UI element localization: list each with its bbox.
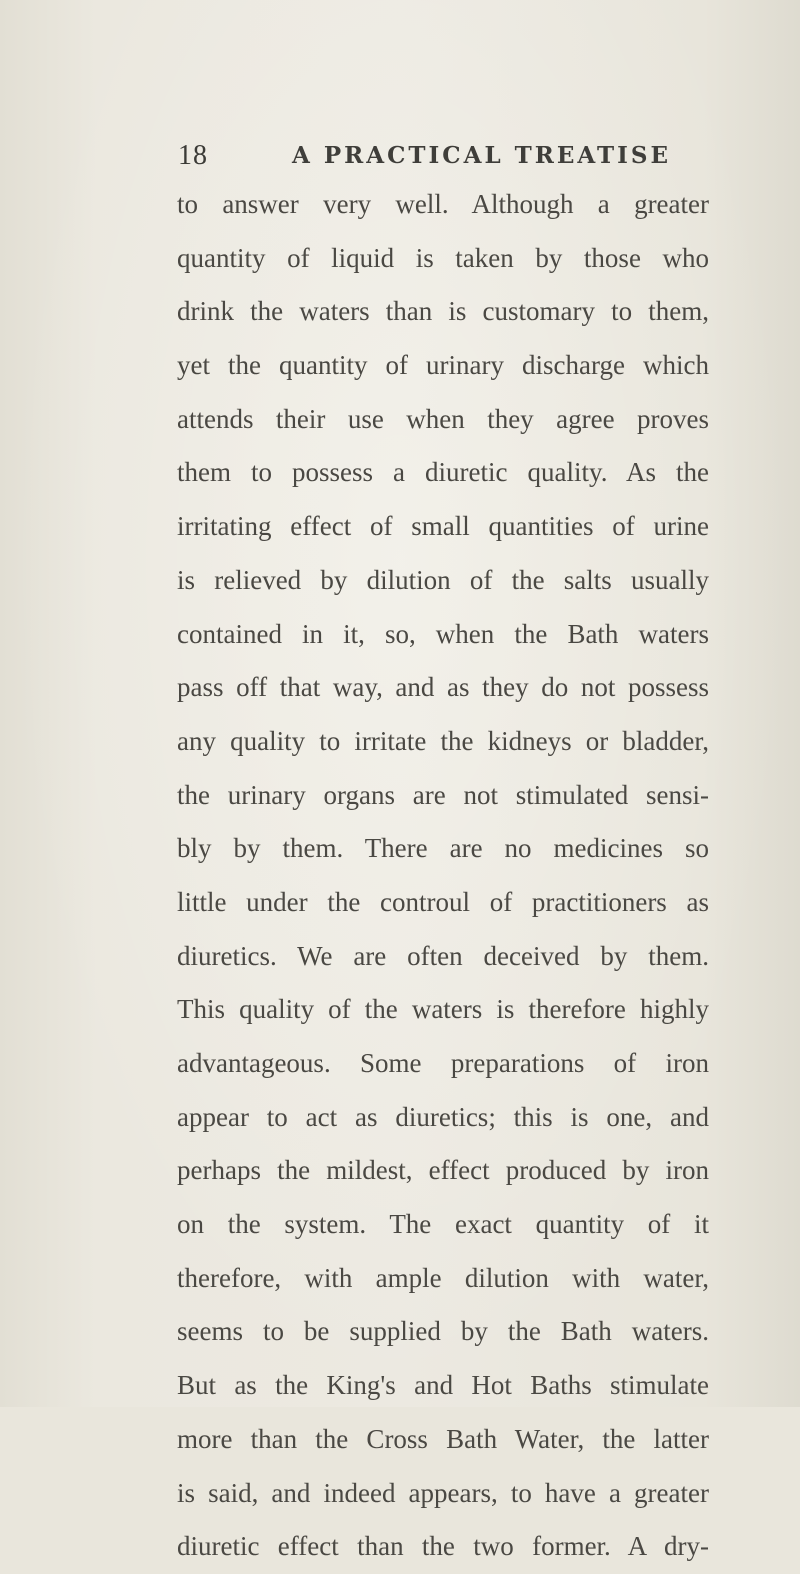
text-line: them to possess a diuretic quality. As the	[177, 457, 709, 488]
text-line: diuretics. We are often deceived by them.	[177, 940, 709, 971]
text-line: to answer very well. Although a greater	[177, 189, 709, 219]
text-line: any quality to irritate the kidneys or bladder,	[177, 725, 709, 756]
page-number: 18	[178, 140, 208, 171]
text-line: contained in it, so, when the Bath waters	[177, 618, 709, 649]
text-line: little under the controul of practitioners as	[177, 886, 709, 917]
text-line: But as the King's and Hot Baths stimulate	[177, 1370, 709, 1401]
text-line: pass off that way, and as they do not possess	[177, 672, 709, 703]
text-line: therefore, with ample dilution with water,	[177, 1262, 709, 1293]
text-line: attends their use when they agree proves	[177, 403, 709, 434]
text-line: quantity of liquid is taken by those who	[177, 242, 709, 273]
page-header	[0, 140, 800, 180]
text-line: the urinary organs are not stimulated sensi-	[177, 779, 709, 810]
text-line: appear to act as diuretics; this is one, and	[177, 1101, 709, 1132]
text-line: on the system. The exact quantity of it	[177, 1209, 709, 1240]
text-line: perhaps the mildest, effect produced by iron	[177, 1155, 709, 1186]
text-line: advantageous. Some preparations of iron	[177, 1048, 709, 1078]
text-line: is relieved by dilution of the salts usually	[177, 564, 709, 595]
body-text	[177, 178, 709, 1574]
running-head: A PRACTICAL TREATISE	[292, 142, 671, 169]
text-line: is said, and indeed appears, to have a greater	[177, 1477, 709, 1508]
text-line: irritating effect of small quantities of urine	[177, 511, 709, 542]
text-line: bly by them. There are no medicines so	[177, 833, 709, 864]
text-line: diuretic effect than the two former. A dry-	[177, 1531, 709, 1562]
text-line: seems to be supplied by the Bath waters.	[177, 1316, 709, 1347]
text-line: drink the waters than is customary to them,	[177, 296, 709, 327]
text-line: more than the Cross Bath Water, the latter	[177, 1423, 709, 1454]
text-line: This quality of the waters is therefore highly	[177, 994, 709, 1025]
text-line: yet the quantity of urinary discharge which	[177, 350, 709, 381]
